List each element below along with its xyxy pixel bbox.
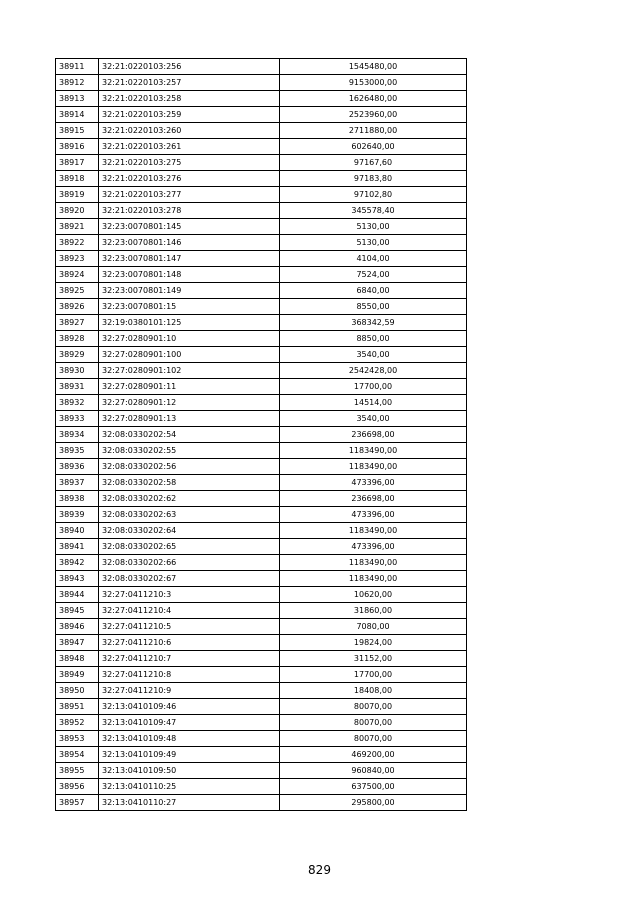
- row-number-cell: 38925: [56, 283, 99, 299]
- row-number-cell: 38927: [56, 315, 99, 331]
- row-number-cell: 38945: [56, 603, 99, 619]
- cadastral-value-cell: 5130,00: [280, 219, 467, 235]
- cadastral-value-cell: 6840,00: [280, 283, 467, 299]
- cadastral-value-cell: 1183490,00: [280, 459, 467, 475]
- table-body: [56, 59, 467, 811]
- cadastral-number-cell: 32:27:0411210:9: [99, 683, 280, 699]
- cadastral-number-cell: 32:23:0070801:15: [99, 299, 280, 315]
- cadastral-number-cell: 32:21:0220103:259: [99, 107, 280, 123]
- table-row: [56, 123, 467, 139]
- row-number-cell: 38914: [56, 107, 99, 123]
- row-number-cell: 38932: [56, 395, 99, 411]
- cadastral-number-cell: 32:21:0220103:260: [99, 123, 280, 139]
- table-row: [56, 299, 467, 315]
- cadastral-number-cell: 32:21:0220103:258: [99, 91, 280, 107]
- cadastral-value-cell: 19824,00: [280, 635, 467, 651]
- table-row: [56, 459, 467, 475]
- cadastral-value-cell: 80070,00: [280, 715, 467, 731]
- cadastral-number-cell: 32:21:0220103:277: [99, 187, 280, 203]
- table-row: [56, 235, 467, 251]
- cadastral-value-cell: 3540,00: [280, 347, 467, 363]
- table-row: [56, 587, 467, 603]
- row-number-cell: 38936: [56, 459, 99, 475]
- cadastral-number-cell: 32:27:0411210:6: [99, 635, 280, 651]
- cadastral-number-cell: 32:23:0070801:149: [99, 283, 280, 299]
- cadastral-value-cell: 10620,00: [280, 587, 467, 603]
- cadastral-value-cell: 473396,00: [280, 539, 467, 555]
- table-row: [56, 747, 467, 763]
- table-row: [56, 251, 467, 267]
- table-row: [56, 619, 467, 635]
- row-number-cell: 38941: [56, 539, 99, 555]
- cadastral-number-cell: 32:13:0410109:50: [99, 763, 280, 779]
- table-row: [56, 667, 467, 683]
- cadastral-number-cell: 32:08:0330202:62: [99, 491, 280, 507]
- cadastral-value-cell: 18408,00: [280, 683, 467, 699]
- cadastral-value-cell: 469200,00: [280, 747, 467, 763]
- cadastral-value-cell: 5130,00: [280, 235, 467, 251]
- cadastral-number-cell: 32:13:0410109:48: [99, 731, 280, 747]
- cadastral-value-cell: 1183490,00: [280, 443, 467, 459]
- cadastral-number-cell: 32:27:0280901:13: [99, 411, 280, 427]
- cadastral-value-cell: 236698,00: [280, 427, 467, 443]
- cadastral-number-cell: 32:08:0330202:55: [99, 443, 280, 459]
- cadastral-value-cell: 7524,00: [280, 267, 467, 283]
- row-number-cell: 38929: [56, 347, 99, 363]
- cadastral-value-cell: 8550,00: [280, 299, 467, 315]
- table-row: [56, 59, 467, 75]
- cadastral-number-cell: 32:08:0330202:63: [99, 507, 280, 523]
- page-number: 829: [308, 863, 331, 877]
- row-number-cell: 38917: [56, 155, 99, 171]
- cadastral-number-cell: 32:23:0070801:146: [99, 235, 280, 251]
- table-row: [56, 363, 467, 379]
- row-number-cell: 38948: [56, 651, 99, 667]
- cadastral-number-cell: 32:08:0330202:66: [99, 555, 280, 571]
- row-number-cell: 38938: [56, 491, 99, 507]
- cadastral-number-cell: 32:13:0410110:27: [99, 795, 280, 811]
- cadastral-number-cell: 32:08:0330202:54: [99, 427, 280, 443]
- row-number-cell: 38911: [56, 59, 99, 75]
- cadastral-number-cell: 32:27:0411210:5: [99, 619, 280, 635]
- table-row: [56, 715, 467, 731]
- cadastral-number-cell: 32:13:0410109:47: [99, 715, 280, 731]
- cadastral-value-table: [55, 58, 467, 811]
- cadastral-value-cell: 9153000,00: [280, 75, 467, 91]
- row-number-cell: 38934: [56, 427, 99, 443]
- cadastral-number-cell: 32:27:0280901:10: [99, 331, 280, 347]
- cadastral-value-cell: 3540,00: [280, 411, 467, 427]
- cadastral-value-cell: 602640,00: [280, 139, 467, 155]
- table-row: [56, 635, 467, 651]
- cadastral-number-cell: 32:27:0411210:3: [99, 587, 280, 603]
- row-number-cell: 38955: [56, 763, 99, 779]
- cadastral-number-cell: 32:08:0330202:58: [99, 475, 280, 491]
- cadastral-number-cell: 32:13:0410109:46: [99, 699, 280, 715]
- table-row: [56, 475, 467, 491]
- cadastral-value-cell: 1545480,00: [280, 59, 467, 75]
- row-number-cell: 38940: [56, 523, 99, 539]
- table-row: [56, 75, 467, 91]
- cadastral-number-cell: 32:08:0330202:65: [99, 539, 280, 555]
- table-row: [56, 523, 467, 539]
- table-row: [56, 507, 467, 523]
- cadastral-value-cell: 7080,00: [280, 619, 467, 635]
- table-row: [56, 539, 467, 555]
- cadastral-value-cell: 2523960,00: [280, 107, 467, 123]
- row-number-cell: 38924: [56, 267, 99, 283]
- cadastral-number-cell: 32:21:0220103:261: [99, 139, 280, 155]
- cadastral-value-cell: 2542428,00: [280, 363, 467, 379]
- row-number-cell: 38920: [56, 203, 99, 219]
- table-row: [56, 491, 467, 507]
- row-number-cell: 38921: [56, 219, 99, 235]
- table-row: [56, 283, 467, 299]
- table-row: [56, 779, 467, 795]
- table-row: [56, 571, 467, 587]
- cadastral-value-cell: 1183490,00: [280, 555, 467, 571]
- cadastral-number-cell: 32:21:0220103:257: [99, 75, 280, 91]
- row-number-cell: 38916: [56, 139, 99, 155]
- table-row: [56, 139, 467, 155]
- table-row: [56, 187, 467, 203]
- row-number-cell: 38944: [56, 587, 99, 603]
- table-row: [56, 795, 467, 811]
- table-row: [56, 379, 467, 395]
- row-number-cell: 38951: [56, 699, 99, 715]
- row-number-cell: 38922: [56, 235, 99, 251]
- row-number-cell: 38919: [56, 187, 99, 203]
- table-row: [56, 107, 467, 123]
- row-number-cell: 38913: [56, 91, 99, 107]
- table-row: [56, 699, 467, 715]
- row-number-cell: 38949: [56, 667, 99, 683]
- cadastral-number-cell: 32:21:0220103:276: [99, 171, 280, 187]
- cadastral-value-cell: 8850,00: [280, 331, 467, 347]
- cadastral-value-cell: 17700,00: [280, 379, 467, 395]
- row-number-cell: 38952: [56, 715, 99, 731]
- cadastral-value-cell: 14514,00: [280, 395, 467, 411]
- cadastral-number-cell: 32:21:0220103:278: [99, 203, 280, 219]
- table-row: [56, 683, 467, 699]
- cadastral-value-cell: 1183490,00: [280, 523, 467, 539]
- table-row: [56, 763, 467, 779]
- cadastral-number-cell: 32:23:0070801:147: [99, 251, 280, 267]
- cadastral-value-cell: 97167,60: [280, 155, 467, 171]
- cadastral-value-cell: 2711880,00: [280, 123, 467, 139]
- cadastral-value-cell: 80070,00: [280, 699, 467, 715]
- cadastral-number-cell: 32:27:0280901:100: [99, 347, 280, 363]
- row-number-cell: 38928: [56, 331, 99, 347]
- table-row: [56, 331, 467, 347]
- cadastral-number-cell: 32:08:0330202:67: [99, 571, 280, 587]
- row-number-cell: 38923: [56, 251, 99, 267]
- row-number-cell: 38950: [56, 683, 99, 699]
- cadastral-value-cell: 97102,80: [280, 187, 467, 203]
- table-row: [56, 443, 467, 459]
- row-number-cell: 38957: [56, 795, 99, 811]
- cadastral-value-cell: 473396,00: [280, 507, 467, 523]
- table-row: [56, 731, 467, 747]
- table-row: [56, 203, 467, 219]
- cadastral-value-cell: 368342,59: [280, 315, 467, 331]
- cadastral-number-cell: 32:23:0070801:145: [99, 219, 280, 235]
- cadastral-value-cell: 1183490,00: [280, 571, 467, 587]
- row-number-cell: 38956: [56, 779, 99, 795]
- cadastral-value-cell: 31860,00: [280, 603, 467, 619]
- table-row: [56, 395, 467, 411]
- table-row: [56, 555, 467, 571]
- cadastral-value-cell: 473396,00: [280, 475, 467, 491]
- row-number-cell: 38937: [56, 475, 99, 491]
- row-number-cell: 38933: [56, 411, 99, 427]
- row-number-cell: 38947: [56, 635, 99, 651]
- table-row: [56, 315, 467, 331]
- row-number-cell: 38915: [56, 123, 99, 139]
- table-row: [56, 651, 467, 667]
- cadastral-number-cell: 32:27:0411210:8: [99, 667, 280, 683]
- cadastral-value-cell: 31152,00: [280, 651, 467, 667]
- table-row: [56, 91, 467, 107]
- cadastral-number-cell: 32:21:0220103:256: [99, 59, 280, 75]
- row-number-cell: 38930: [56, 363, 99, 379]
- row-number-cell: 38926: [56, 299, 99, 315]
- cadastral-value-cell: 97183,80: [280, 171, 467, 187]
- table-row: [56, 427, 467, 443]
- cadastral-number-cell: 32:27:0280901:102: [99, 363, 280, 379]
- cadastral-number-cell: 32:21:0220103:275: [99, 155, 280, 171]
- cadastral-value-cell: 1626480,00: [280, 91, 467, 107]
- table-row: [56, 155, 467, 171]
- row-number-cell: 38918: [56, 171, 99, 187]
- cadastral-value-cell: 345578,40: [280, 203, 467, 219]
- row-number-cell: 38943: [56, 571, 99, 587]
- cadastral-number-cell: 32:08:0330202:64: [99, 523, 280, 539]
- row-number-cell: 38935: [56, 443, 99, 459]
- table-row: [56, 267, 467, 283]
- table-row: [56, 171, 467, 187]
- cadastral-number-cell: 32:19:0380101:125: [99, 315, 280, 331]
- table-row: [56, 219, 467, 235]
- cadastral-number-cell: 32:08:0330202:56: [99, 459, 280, 475]
- cadastral-number-cell: 32:27:0280901:11: [99, 379, 280, 395]
- row-number-cell: 38946: [56, 619, 99, 635]
- cadastral-number-cell: 32:13:0410110:25: [99, 779, 280, 795]
- table-row: [56, 603, 467, 619]
- row-number-cell: 38942: [56, 555, 99, 571]
- row-number-cell: 38953: [56, 731, 99, 747]
- row-number-cell: 38912: [56, 75, 99, 91]
- cadastral-value-cell: 295800,00: [280, 795, 467, 811]
- cadastral-number-cell: 32:23:0070801:148: [99, 267, 280, 283]
- cadastral-number-cell: 32:27:0280901:12: [99, 395, 280, 411]
- cadastral-number-cell: 32:27:0411210:4: [99, 603, 280, 619]
- table-row: [56, 411, 467, 427]
- row-number-cell: 38939: [56, 507, 99, 523]
- cadastral-value-cell: 80070,00: [280, 731, 467, 747]
- table-row: [56, 347, 467, 363]
- cadastral-number-cell: 32:27:0411210:7: [99, 651, 280, 667]
- cadastral-value-cell: 236698,00: [280, 491, 467, 507]
- cadastral-value-cell: 17700,00: [280, 667, 467, 683]
- cadastral-number-cell: 32:13:0410109:49: [99, 747, 280, 763]
- row-number-cell: 38931: [56, 379, 99, 395]
- cadastral-value-cell: 4104,00: [280, 251, 467, 267]
- row-number-cell: 38954: [56, 747, 99, 763]
- cadastral-value-cell: 637500,00: [280, 779, 467, 795]
- cadastral-value-cell: 960840,00: [280, 763, 467, 779]
